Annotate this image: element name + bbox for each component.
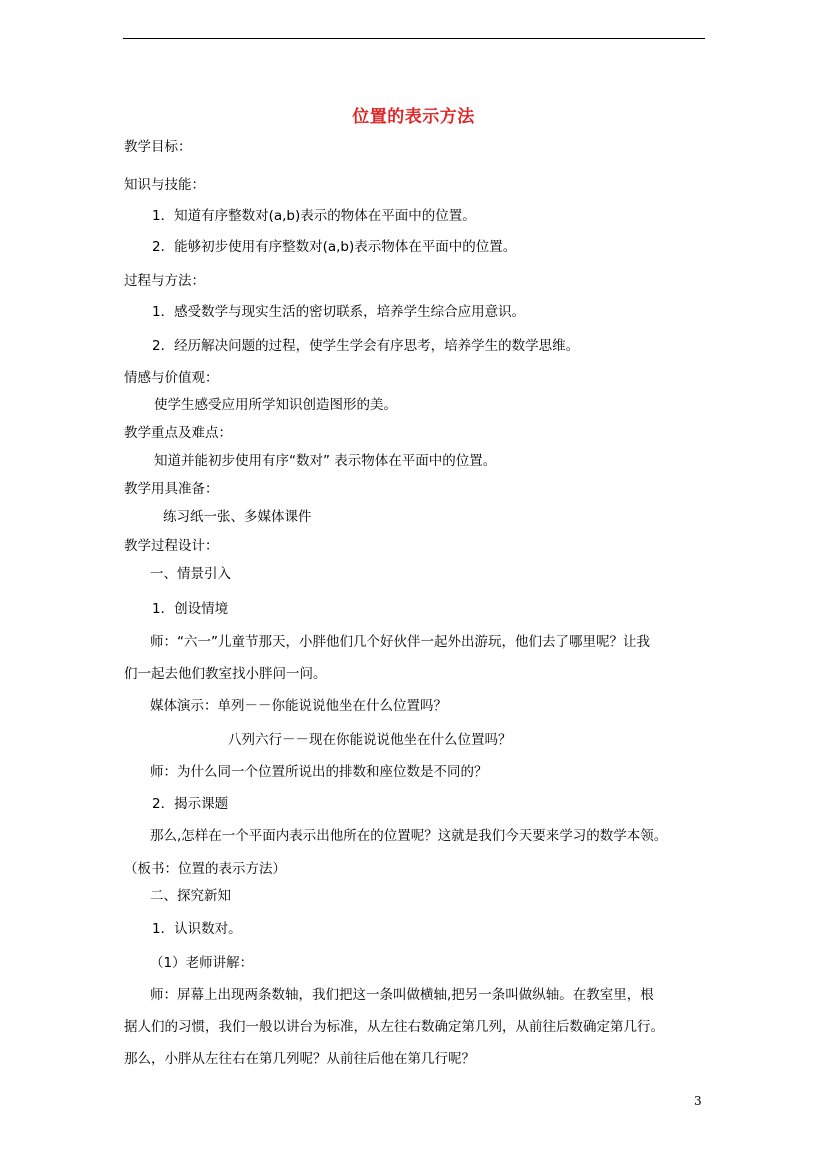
text-line: 教学重点及难点： xyxy=(124,425,232,441)
text-line: 师：为什么同一个位置所说出的排数和座位数是不同的？ xyxy=(150,764,488,780)
header-rule xyxy=(123,38,705,39)
document-title: 位置的表示方法 xyxy=(352,107,475,127)
text-line: 1．知道有序整数对(a,b)表示的物体在平面中的位置。 xyxy=(152,208,476,224)
text-line: 1．感受数学与现实生活的密切联系，培养学生综合应用意识。 xyxy=(152,304,526,320)
text-line: 媒体演示：单列－－你能说说他坐在什么位置吗？ xyxy=(150,698,447,714)
text-line: 据人们的习惯，我们一般以讲台为标准，从左往右数确定第几列，从前往后数确定第几行。 xyxy=(124,1019,664,1035)
text-line: 2．经历解决问题的过程，使学生学会有序思考，培养学生的数学思维。 xyxy=(152,338,580,354)
text-line: 知道并能初步使用有序“数对” 表示物体在平面中的位置。 xyxy=(154,453,497,469)
text-line: 2．揭示课题 xyxy=(152,796,229,812)
text-line: 八列六行－－现在你能说说他坐在什么位置吗？ xyxy=(228,732,512,748)
text-line: 那么，小胖从左往右在第几列呢？从前往后他在第几行呢？ xyxy=(124,1051,475,1067)
text-line: 们一起去他们教室找小胖问一问。 xyxy=(124,666,327,682)
text-line: 1．认识数对。 xyxy=(152,921,242,937)
text-line: 二、探究新知 xyxy=(150,888,231,904)
text-line: 情感与价值观： xyxy=(124,370,219,386)
text-line: 那么,怎样在一个平面内表示出他所在的位置呢？这就是我们今天要来学习的数学本领。 xyxy=(150,828,668,844)
text-line: 教学用具准备： xyxy=(124,481,219,497)
text-line: 练习纸一张、多媒体课件 xyxy=(163,509,312,525)
text-line: 师：“六一”儿童节那天，小胖他们几个好伙伴一起外出游玩，他们去了哪里呢？让我 xyxy=(150,634,650,650)
text-line: 2．能够初步使用有序整数对(a,b)表示物体在平面中的位置。 xyxy=(152,239,517,255)
text-line: 使学生感受应用所学知识创造图形的美。 xyxy=(154,397,397,413)
text-line: 教学目标： xyxy=(124,139,192,155)
text-line: 过程与方法： xyxy=(124,273,205,289)
text-line: 1．创设情境 xyxy=(152,601,229,617)
text-line: 师：屏幕上出现两条数轴，我们把这一条叫做横轴,把另一条叫做纵轴。在教室里，根 xyxy=(150,987,654,1003)
text-line: （板书：位置的表示方法） xyxy=(124,861,286,877)
text-line: 一、情景引入 xyxy=(150,566,231,582)
text-line: （1）老师讲解： xyxy=(150,955,254,971)
page-number: 3 xyxy=(694,1094,702,1108)
text-line: 教学过程设计： xyxy=(124,538,219,554)
text-line: 知识与技能： xyxy=(124,177,205,193)
